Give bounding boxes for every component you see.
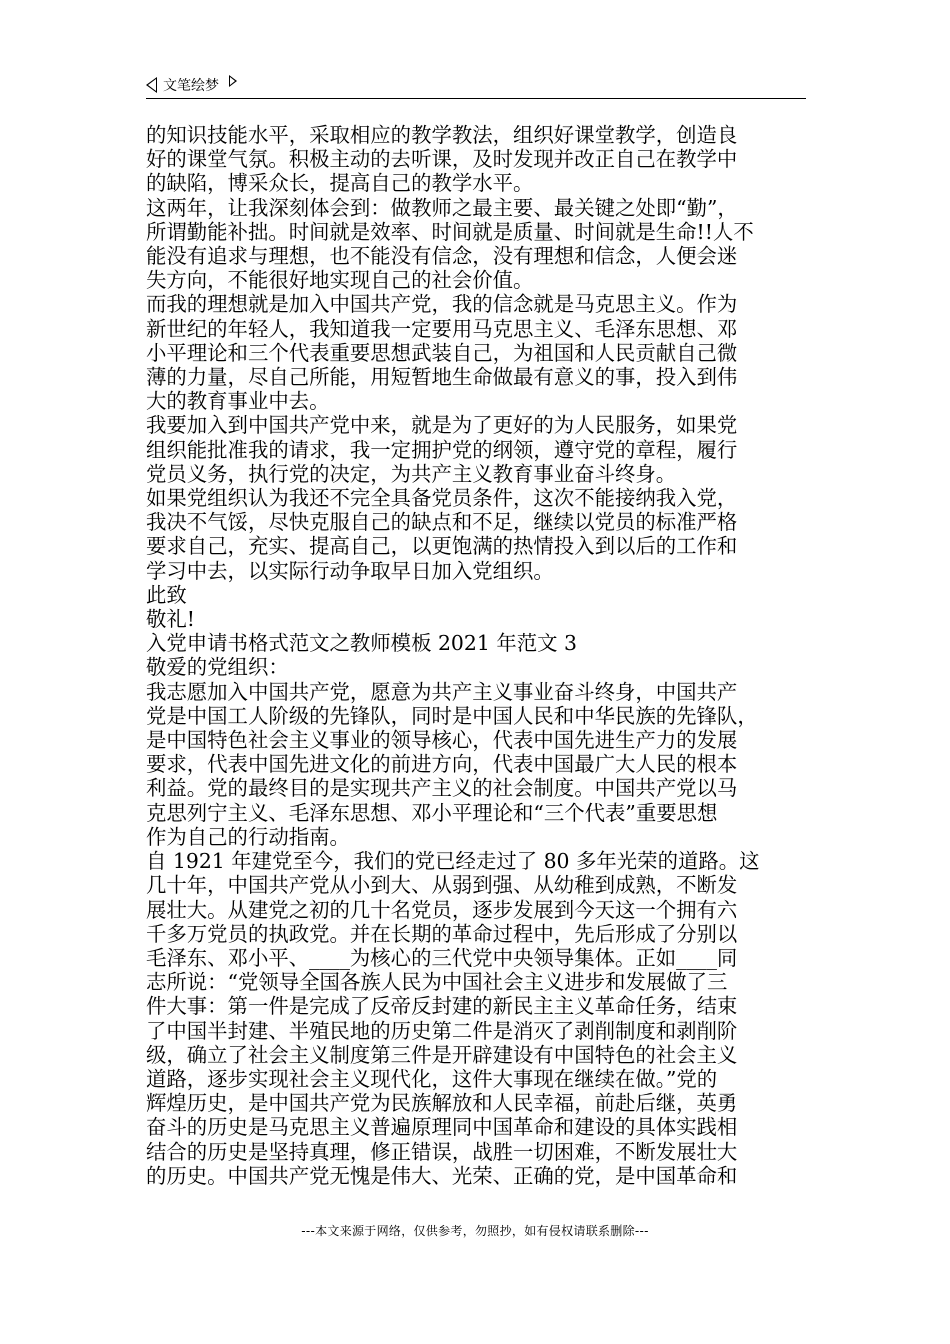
text-line: 党是中国工人阶级的先锋队，同时是中国人民和中华民族的先锋队， — [146, 703, 758, 728]
triangle-right-icon — [229, 75, 237, 87]
text-line: 了中国半封建、半殖民地的历史第二件是消灭了剥削制度和剥削阶 — [146, 1018, 738, 1043]
text-line: 敬礼! — [146, 607, 195, 632]
text-line: 级，确立了社会主义制度第三件是开辟建设有中国特色的社会主义 — [146, 1042, 738, 1067]
text-line: 辉煌历史，是中国共产党为民族解放和人民幸福，前赴后继，英勇 — [146, 1091, 738, 1116]
text-line: 这两年，让我深刻体会到：做教师之最主要、最关键之处即“勤”， — [146, 195, 738, 220]
text-line: 失方向，不能很好地实现自己的社会价值。 — [146, 268, 534, 293]
page-header — [146, 72, 806, 99]
text-line: 我志愿加入中国共产党，愿意为共产主义事业奋斗终身，中国共产 — [146, 679, 738, 704]
text-line: 学习中去，以实际行动争取早日加入党组织。 — [146, 558, 554, 583]
text-line: 敬爱的党组织： — [146, 655, 289, 680]
text-line: 如果党组织认为我还不完全具备党员条件，这次不能接纳我入党， — [146, 486, 738, 511]
text-line: 好的课堂气氛。积极主动的去听课，及时发现并改正自己在教学中 — [146, 147, 738, 172]
text-line: 要求自己，充实、提高自己，以更饱满的热情投入到以后的工作和 — [146, 534, 738, 559]
triangle-left-icon — [146, 77, 157, 93]
text-line: 克思列宁主义、毛泽东思想、邓小平理论和“三个代表”重要思想 — [146, 800, 718, 825]
text-line: 的缺陷，博采众长，提高自己的教学水平。 — [146, 171, 534, 196]
text-line: 的历史。中国共产党无愧是伟大、光荣、正确的党，是中国革命和 — [146, 1163, 738, 1188]
text-line: 要求，代表中国先进文化的前进方向，代表中国最广大人民的根本 — [146, 752, 738, 777]
text-line: 毛泽东、邓小平、____为核心的三代党中央领导集体。正如____同 — [146, 945, 738, 970]
text-line: 自 1921 年建党至今，我们的党已经走过了 80 多年光荣的道路。这 — [146, 849, 760, 874]
text-line: 我要加入到中国共产党中来，就是为了更好的为人民服务，如果党 — [146, 413, 738, 438]
text-line: 几十年，中国共产党从小到大、从弱到强、从幼稚到成熟，不断发 — [146, 873, 738, 898]
text-line: 能没有追求与理想，也不能没有信念，没有理想和信念，人便会迷 — [146, 244, 738, 269]
text-line: 是中国特色社会主义事业的领导核心，代表中国先进生产力的发展 — [146, 728, 738, 753]
text-line: 入党申请书格式范文之教师模板 2021 年范文 3 — [146, 631, 577, 656]
text-line: 展壮大。从建党之初的几十名党员，逐步发展到今天这一个拥有六 — [146, 897, 738, 922]
text-line: 志所说：“党领导全国各族人民为中国社会主义进步和发展做了三 — [146, 970, 728, 995]
text-line: 小平理论和三个代表重要思想武装自己，为祖国和人民贡献自己微 — [146, 340, 738, 365]
text-line: 党员义务，执行党的决定，为共产主义教育事业奋斗终身。 — [146, 461, 677, 486]
text-line: 千多万党员的执政党。并在长期的革命过程中，先后形成了分别以 — [146, 921, 738, 946]
text-line: 而我的理想就是加入中国共产党，我的信念就是马克思主义。作为 — [146, 292, 738, 317]
text-line: 我决不气馁，尽快克服自己的缺点和不足，继续以党员的标准严格 — [146, 510, 738, 535]
text-line: 利益。党的最终目的是实现共产主义的社会制度。中国共产党以马 — [146, 776, 738, 801]
text-line: 作为自己的行动指南。 — [146, 824, 350, 849]
document-body — [146, 123, 810, 1188]
text-line: 所谓勤能补拙。时间就是效率、时间就是质量、时间就是生命!!人不 — [146, 219, 754, 244]
text-line: 的知识技能水平，采取相应的教学教法，组织好课堂教学，创造良 — [146, 123, 738, 147]
text-line: 结合的历史是坚持真理，修正错误，战胜一切困难，不断发展壮大 — [146, 1139, 738, 1164]
text-line: 大的教育事业中去。 — [146, 389, 330, 414]
footer-notice: ---本文来源于网络，仅供参考，勿照抄，如有侵权请联系删除--- — [301, 1224, 649, 1238]
header-title: 文笔绘梦 — [163, 78, 219, 94]
text-line: 件大事：第一件是完成了反帝反封建的新民主主义革命任务，结束 — [146, 994, 738, 1019]
text-line: 此致 — [146, 582, 187, 607]
text-line: 组织能批准我的请求，我一定拥护党的纲领，遵守党的章程，履行 — [146, 437, 738, 462]
text-line: 薄的力量，尽自己所能，用短暂地生命做最有意义的事，投入到伟 — [146, 365, 738, 390]
text-line: 道路，逐步实现社会主义现代化，这件大事现在继续在做。”党的 — [146, 1066, 718, 1091]
text-line: 新世纪的年轻人，我知道我一定要用马克思主义、毛泽东思想、邓 — [146, 316, 738, 341]
text-line: 奋斗的历史是马克思主义普遍原理同中国革命和建设的具体实践相 — [146, 1115, 738, 1140]
